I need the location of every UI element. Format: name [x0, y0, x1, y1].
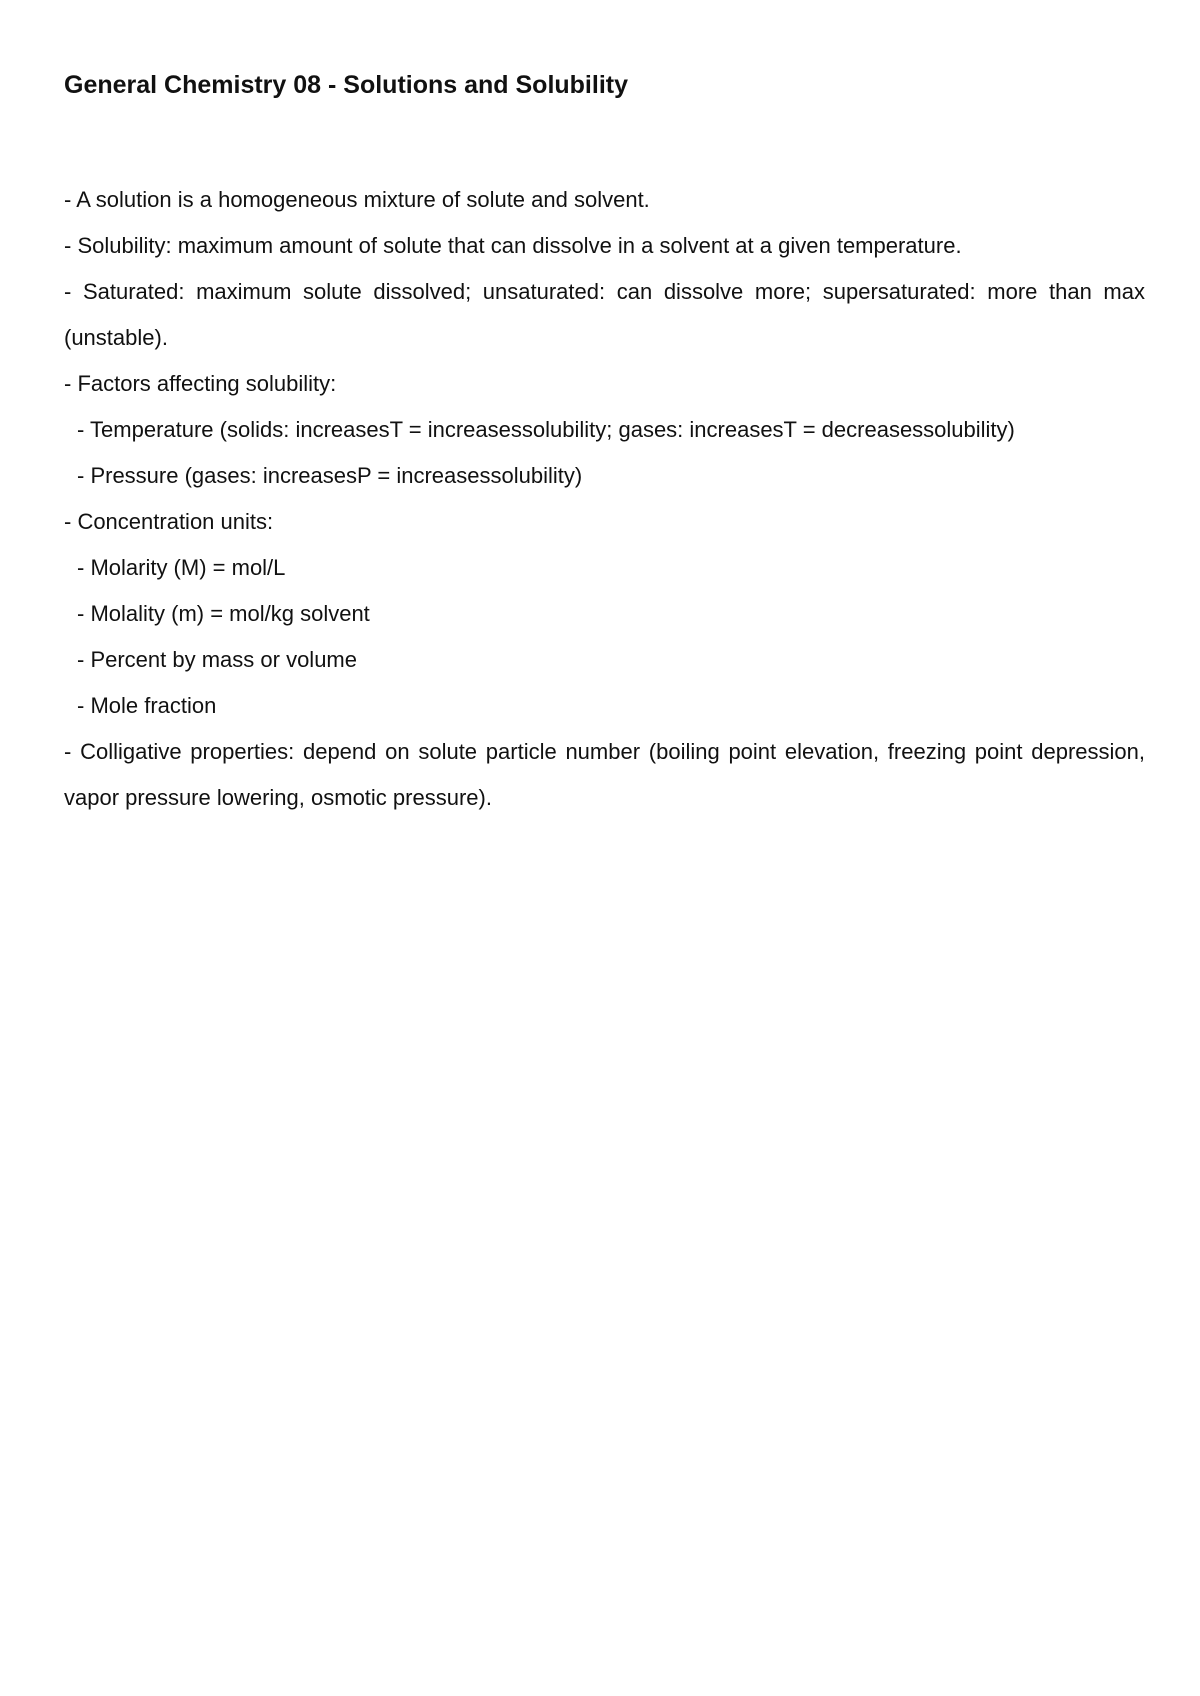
text-line-pressure-factor: - Pressure (gases: increasesP = increasessolubility) — [77, 463, 583, 488]
document-body — [64, 177, 1145, 821]
text-line-solubility-definition: - Solubility: maximum amount of solute that can dissolve in a solvent at a given temperature. — [64, 233, 962, 258]
text-line-molality: - Molality (m) = mol/kg solvent — [77, 601, 370, 626]
text-line-concentration-heading: - Concentration units: — [64, 509, 274, 534]
text-line-temperature-factor: - Temperature (solids: increasesT = increasessolubility; gases: increasesT = decreasessolubility) — [77, 417, 1015, 442]
document-title: General Chemistry 08 - Solutions and Solubility — [64, 71, 629, 99]
text-line-saturation-types: - Saturated: maximum solute dissolved; unsaturated: can dissolve more; supersaturated: more than max (unstable). — [64, 279, 1145, 350]
text-line-solution-definition: - A solution is a homogeneous mixture of solute and solvent. — [64, 187, 650, 212]
text-line-percent-mass-volume: - Percent by mass or volume — [77, 647, 357, 672]
text-line-mole-fraction: - Mole fraction — [77, 693, 217, 718]
text-line-colligative-properties: - Colligative properties: depend on solute particle number (boiling point elevation, freezing point depression, vapor pressure lowering, osmotic pressure). — [64, 739, 1145, 810]
text-line-molarity: - Molarity (M) = mol/L — [77, 555, 286, 580]
text-line-factors-heading: - Factors affecting solubility: — [64, 371, 337, 396]
